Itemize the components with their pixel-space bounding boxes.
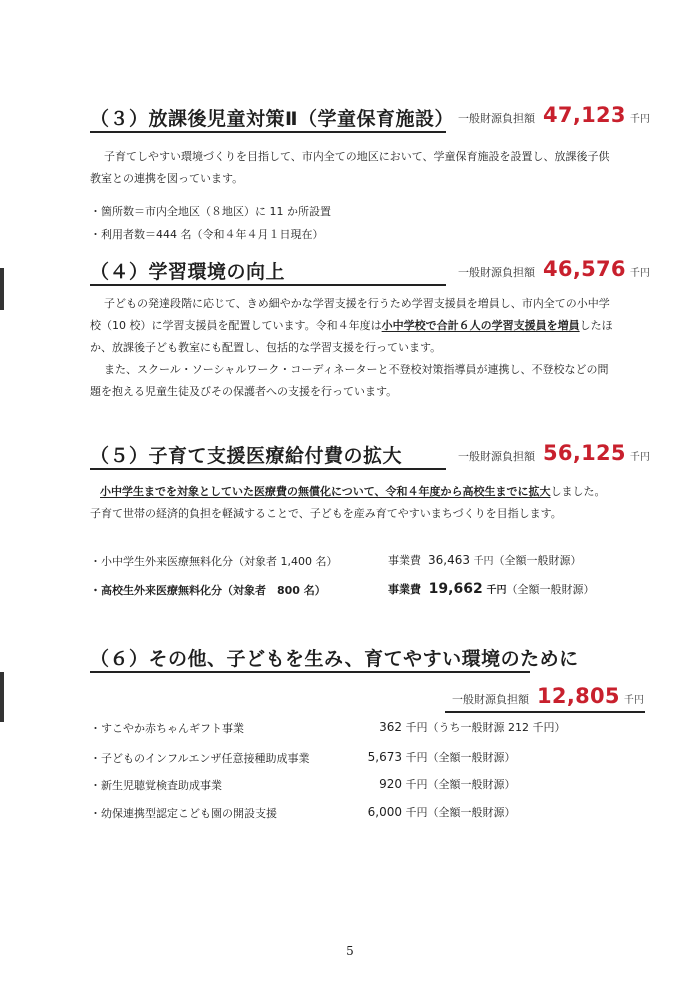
section-3-paragraph: 子育てしやすい環境づくりを目指して、市内全ての地区において、学童保育施設を設置し、放課後子供 教室との連携を図っています。	[90, 150, 610, 185]
budget-amount: 47,123	[543, 103, 626, 127]
emphasis-text: 小中学生までを対象としていた医療費の無償化について、令和４年度から高校生までに拡大	[100, 485, 551, 498]
section-6-item-label: ・子どものインフルエンザ任意接種助成事業	[90, 752, 310, 765]
section-5-item-label: ・小中学生外来医療無料化分（対象者 1,400 名）	[90, 555, 338, 568]
emphasis-text: 小中学校で合計６人の学習支援員を増員	[381, 319, 580, 332]
section-4-paragraph: 子どもの発達段階に応じて、きめ細やかな学習支援を行うため学習支援員を増員し、市内全ての小中学 校（10 校）に学習支援員を配置しています。令和４年度は小中学校で合計６人の学習支援員を増員したほ か、放課後子ども教室にも配置し、包括的な学習支援を行っています。 また、スクール・ソーシャルワーク・コーディネーターと不登校対策指導員が連携し、不登校などの問 題を抱える児童生徒及びその保護者への支援を行っています。	[90, 297, 613, 398]
section-6-item-cost: 362 千円（うち一般財源 212 千円）	[379, 720, 566, 734]
section-6-item-cost: 920 千円（全額一般財源）	[379, 777, 516, 791]
budget-unit: 千円	[629, 452, 650, 463]
section-5-budget	[458, 441, 650, 465]
section-5-item-label: ・高校生外来医療無料化分（対象者 800 名）	[90, 584, 326, 597]
binder-mark	[0, 672, 4, 722]
section-6-item-label: ・すこやか赤ちゃんギフト事業	[90, 722, 244, 735]
section-6-item-cost: 5,673 千円（全額一般財源）	[367, 750, 516, 764]
section-3-bullet: ・利用者数＝444 名（令和４年４月１日現在）	[90, 228, 324, 241]
budget-amount: 12,805	[537, 684, 620, 708]
document-page: （３）放課後児童対策Ⅱ（学童保育施設） 一般財源負担額 47,123 千円 子育てしやすい環境づくりを目指して、市内全ての地区において、学童保育施設を設置し、放課後子供 教室との連携を図っています。 ・箇所数＝市内全地区（８地区）に 11 か所設置 ・利用者数＝444 名（令和４年４月１日現在） （４）学習環境の向上 一般財源負担額 46,576 千円 子どもの発達段階に応じて、きめ細やかな学習支援を行うため学習支援員を増員し、市内全ての小中学 校（10 校）に学習支援員を配置しています。令和４年度は小中学校で合計６人の学習支援員を増員したほ か、放課後子ども教室にも配置し、包括的な学習支援を行っています。 また、スクール・ソーシャルワーク・コーディネーターと不登校対策指導員が連携し、不登校などの問 題を抱える児童生徒及びその保護者への支援を行っています。 （５）子育て支援医療給付費の拡大 一般財源負担額 56,125 千円 小中学生までを対象としていた医療費の無償化について、令和４年度から高校生までに拡大しました。 子育て世帯の経済的負担を軽減することで、子どもを産み育てやすいまちづくりを目指します。 ・小中学生外来医療無料化分（対象者 1,400 名） 事業費 36,463 千円（全額一般財源） ・高校生外来医療無料化分（対象者 800 名） 事業費 19,662 千円（全額一般財源） （６）その他、子どもを生み、育てやすい環境のために 一般財源負担額 12,805 千円 ・すこやか赤ちゃんギフト事業 362 千円（うち一般財源 212 千円） ・子どものインフルエンザ任意接種助成事業 5,673 千円（全額一般財源） ・新生児聴覚検査助成事業 920 千円（全額一般財源） ・幼保連携型認定こども園の開設支援 6,000 千円（全額一般財源） 5	[0, 0, 700, 994]
budget-label: 一般財源負担額	[452, 693, 529, 706]
budget-unit: 千円	[623, 695, 644, 706]
section-6-budget	[452, 684, 644, 708]
budget-unit: 千円	[629, 114, 650, 125]
section-3-bullet: ・箇所数＝市内全地区（８地区）に 11 か所設置	[90, 205, 331, 218]
budget-amount: 46,576	[543, 257, 626, 281]
section-5-item-cost: 事業費 19,662 千円（全額一般財源）	[388, 581, 595, 597]
section-5-item-cost: 事業費 36,463 千円（全額一般財源）	[388, 553, 582, 567]
budget-amount: 56,125	[543, 441, 626, 465]
section-6-budget-underline	[445, 711, 645, 713]
budget-unit: 千円	[629, 268, 650, 279]
section-6-underline	[90, 671, 530, 673]
section-3-budget	[458, 103, 650, 127]
section-4-underline	[90, 284, 446, 286]
budget-label: 一般財源負担額	[458, 112, 535, 125]
page-number: 5	[346, 944, 354, 958]
binder-mark	[0, 268, 4, 310]
section-5-paragraph: 小中学生までを対象としていた医療費の無償化について、令和４年度から高校生までに拡大しました。 子育て世帯の経済的負担を軽減することで、子どもを産み育てやすいまちづくりを目指します。	[90, 485, 606, 520]
section-3-underline	[90, 131, 446, 133]
section-6-item-label: ・幼保連携型認定こども園の開設支援	[90, 807, 277, 820]
section-6-item-label: ・新生児聴覚検査助成事業	[90, 779, 222, 792]
budget-label: 一般財源負担額	[458, 266, 535, 279]
section-5-underline	[90, 468, 446, 470]
section-6-item-cost: 6,000 千円（全額一般財源）	[367, 805, 516, 819]
budget-label: 一般財源負担額	[458, 450, 535, 463]
section-4-budget	[458, 257, 650, 281]
